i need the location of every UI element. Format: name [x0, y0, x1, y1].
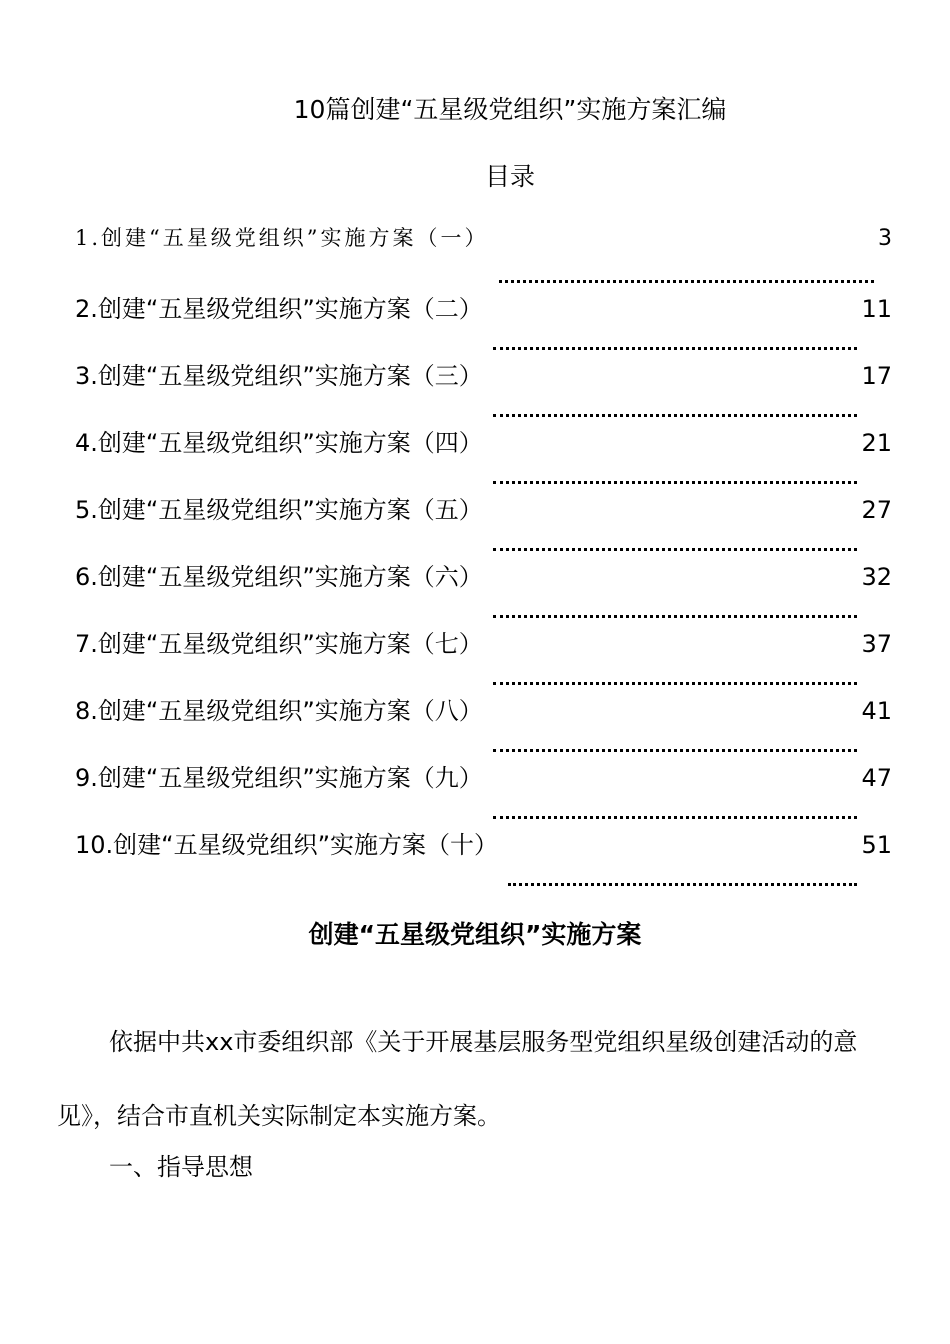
toc-entry[interactable] [75, 758, 892, 825]
toc-dot-leader [493, 347, 858, 350]
toc-dot-leader [493, 548, 858, 551]
toc-entry[interactable] [75, 624, 892, 691]
toc-entry-label: 4.创建“五星级党组织”实施方案（四） [75, 429, 483, 457]
toc-entry-label: 9.创建“五星级党组织”实施方案（九） [75, 764, 483, 792]
toc-entry-label: 5.创建“五星级党组织”实施方案（五） [75, 496, 483, 524]
toc-entry-label: 7.创建“五星级党组织”实施方案（七） [75, 630, 483, 658]
toc-entry-page: 3 [878, 226, 892, 251]
toc-entry-label: 10.创建“五星级党组织”实施方案（十） [75, 831, 499, 859]
toc-dot-leader [493, 481, 858, 484]
toc-entry-page: 11 [861, 295, 892, 323]
toc-heading: 目录 [484, 162, 535, 191]
toc-dot-leader [493, 816, 858, 819]
toc-entry[interactable] [75, 289, 892, 356]
toc-entry-page: 17 [861, 362, 892, 390]
toc-entry-label: 1.创建“五星级党组织”实施方案（一） [75, 226, 489, 250]
toc-dot-leader [493, 414, 858, 417]
toc-entry[interactable] [75, 825, 892, 892]
toc-entry[interactable] [75, 691, 892, 758]
toc-entry[interactable] [75, 557, 892, 624]
toc-entry-page: 51 [861, 831, 892, 859]
toc-entry[interactable] [75, 356, 892, 423]
toc-entry-page: 27 [861, 496, 892, 524]
toc-entry-page: 47 [861, 764, 892, 792]
toc-entry-label: 2.创建“五星级党组织”实施方案（二） [75, 295, 483, 323]
toc-dot-leader [499, 280, 874, 283]
toc-entry-page: 32 [861, 563, 892, 591]
section-title: 创建“五星级党组织”实施方案 [308, 920, 642, 949]
section-heading: 一、指导思想 [109, 1153, 253, 1181]
toc-dot-leader [508, 883, 857, 886]
toc-entry[interactable] [75, 423, 892, 490]
table-of-contents [75, 222, 892, 892]
toc-dot-leader [493, 682, 858, 685]
toc-entry-label: 6.创建“五星级党组织”实施方案（六） [75, 563, 483, 591]
toc-dot-leader [493, 749, 858, 752]
toc-entry-page: 21 [861, 429, 892, 457]
toc-entry-page: 41 [861, 697, 892, 725]
body-paragraph: 依据中共xx市委组织部《关于开展基层服务型党组织星级创建活动的意见》，结合市直机关实际制定本实施方案。 [57, 1028, 858, 1130]
toc-entry-label: 8.创建“五星级党组织”实施方案（八） [75, 697, 483, 725]
toc-entry[interactable] [75, 490, 892, 557]
toc-dot-leader [493, 615, 858, 618]
toc-entry-page: 37 [861, 630, 892, 658]
document-title: 10篇创建“五星级党组织”实施方案汇编 [293, 95, 727, 124]
toc-entry-label: 3.创建“五星级党组织”实施方案（三） [75, 362, 483, 390]
toc-entry[interactable] [75, 222, 892, 289]
